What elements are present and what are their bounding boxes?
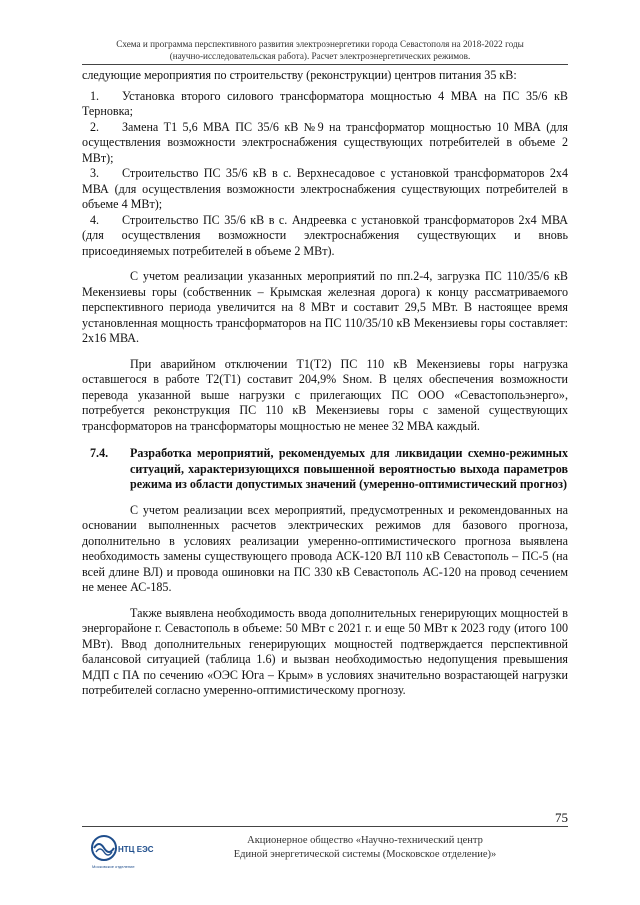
list-number: 3.	[90, 166, 100, 180]
intro-paragraph: следующие мероприятия по строительству (реконструкции) центров питания 35 кВ:	[82, 68, 517, 82]
ntc-ees-logo	[88, 832, 154, 872]
footer-organization	[160, 834, 570, 862]
list-item	[82, 166, 568, 213]
header-line-2: (научно-исследовательская работа). Расчет электроэнергетических режимов.	[169, 51, 471, 61]
list-text: Установка второго силового трансформатора мощностью 4 МВА на ПС 35/6 кВ Терновка;	[82, 88, 568, 118]
section-number: 7.4.	[90, 446, 109, 460]
list-item	[82, 213, 568, 260]
body-text	[82, 68, 568, 699]
footer-divider	[82, 826, 568, 827]
list-text: Строительство ПС 35/6 кВ в с. Андреевка с установкой трансформаторов 2х4 МВА (для осуществления возможности электроснабжения существующих и вновь присоединяемых потребителей в объеме 2 МВт).	[82, 212, 568, 258]
list-text: Замена Т1 5,6 МВА ПС 35/6 кВ №9 на трансформатор мощностью 10 МВА (для осуществления возможности электроснабжения существующих потребителей в объеме 2 МВт);	[82, 119, 568, 165]
section-heading	[82, 446, 568, 493]
paragraph-emergency: При аварийном отключении Т1(Т2) ПС 110 кВ Мекензиевы горы нагрузка оставшегося в работе Т2(Т1) составит 204,9% Sном. В целях обеспечения возможности перевода указанной выше нагрузки с прилегающих ПС ООО «Севастопольэнерго», потребуется реконструкция ПС 110 кВ Мекензиевы горы с заменой существующих трансформаторов на трансформаторы мощностью не менее 32 МВА каждый.	[82, 356, 568, 433]
page-number: 75	[555, 810, 568, 825]
list-item	[82, 89, 568, 120]
list-number: 4.	[90, 212, 100, 227]
paragraph-wire-replacement: С учетом реализации всех мероприятий, предусмотренных и рекомендованных на основании выполненных расчетов электрических режимов для базового прогноза, дополнительно в условиях реализации умеренно-оптимистического прогноза выявлена необходимость замены существующего провода АСК-120 ВЛ 110 кВ Севастополь – ПС-5 (на всей длине ВЛ) и провода ошиновки на ПС 330 кВ Севастополь АС-120 на провод сечением не менее АС-185.	[82, 502, 568, 594]
running-header	[80, 38, 560, 62]
measures-list	[82, 89, 568, 260]
list-text: Строительство ПС 35/6 кВ в с. Верхнесадовое с установкой трансформаторов 2х4 МВА (для осуществления возможности электроснабжения существующих потребителей в объеме 4 МВт);	[82, 166, 568, 211]
paragraph-load: С учетом реализации указанных мероприятий по пп.2-4, загрузка ПС 110/35/6 кВ Мекензиевы горы (собственник – Крымская железная дорога) к концу рассматриваемого перспективного периода увеличится на 8 МВт и составит 29,5 МВт. В настоящее время установленная мощность трансформаторов на ПС 110/35/10 кВ Мекензиевы горы составляет: 2х16 МВА.	[82, 269, 568, 345]
footer-line-1: Акционерное общество «Научно-технический центр	[247, 835, 483, 846]
list-item	[82, 120, 568, 167]
logo-text: НТЦ ЕЭС	[118, 845, 154, 854]
header-divider	[82, 64, 568, 65]
paragraph-generation: Также выявлена необходимость ввода дополнительных генерирующих мощностей в энергорайоне г. Севастополь в объеме: 50 МВт с 2021 г. и еще 50 МВт к 2023 году (итого 100 МВт). Ввод дополнительных генерирующих мощностей подтверждается перспективной балансовой ситуацией (таблица 1.6) и вызван необходимостью недопущения превышения МДП с ПА по сечению «ОЭС Юга – Крым» в условиях значительно возрастающей нагрузки потребителей согласно умеренно-оптимистическому прогнозу.	[82, 605, 568, 697]
section-title: Разработка мероприятий, рекомендуемых для ликвидации схемно-режимных ситуаций, характеризующихся повышенной вероятностью выхода параметров режима из области допустимых значений (умеренно-оптимистический прогноз)	[130, 446, 568, 491]
header-line-1: Схема и программа перспективного развития электроэнергетики города Севастополя на 2018-2022 годы	[116, 39, 524, 49]
list-number: 1.	[90, 88, 100, 103]
footer-line-2: Единой энергетической системы (Московское отделение)»	[233, 849, 497, 860]
logo-subtext: Московское отделение	[92, 864, 135, 869]
list-number: 2.	[90, 119, 100, 134]
